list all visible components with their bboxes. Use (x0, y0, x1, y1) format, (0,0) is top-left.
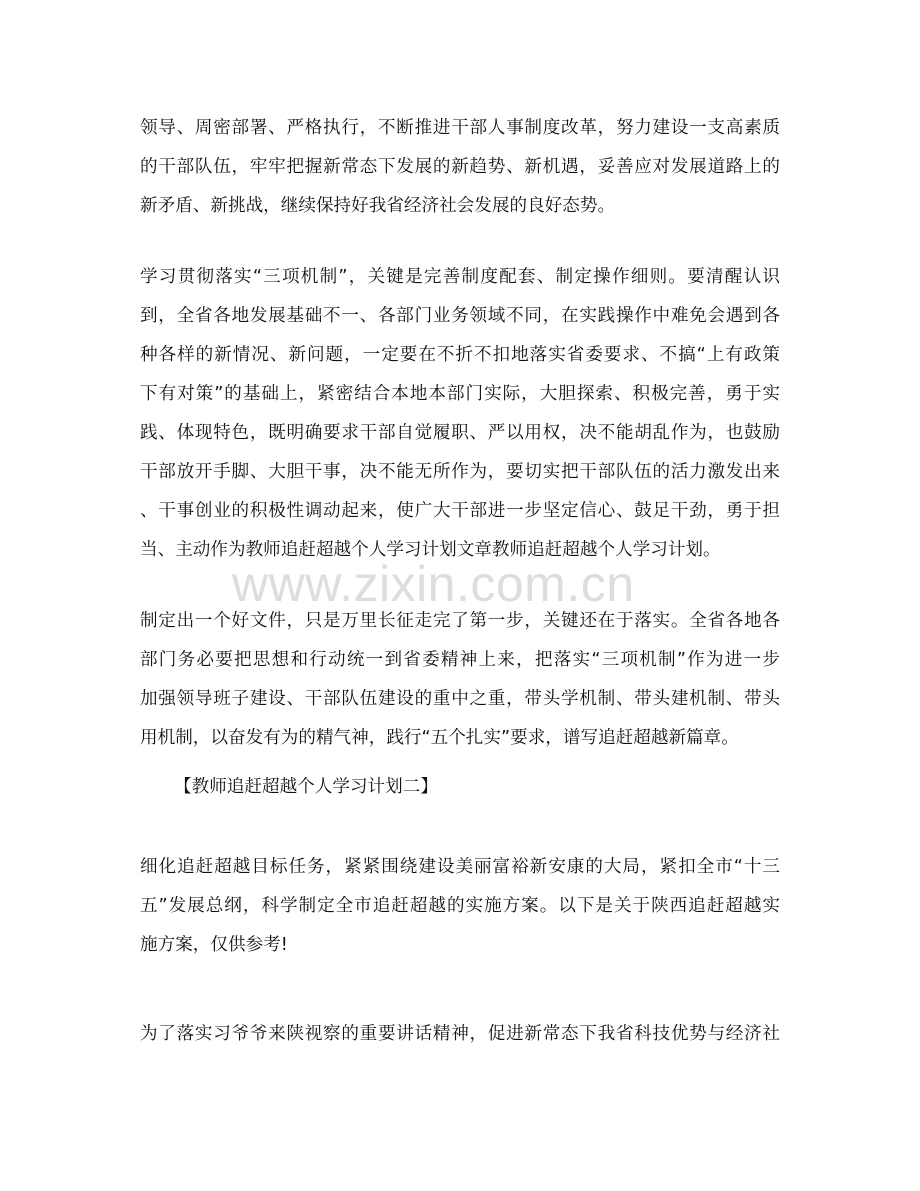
text-line: 加强领导班子建设、干部队伍建设的重中之重，带头学机制、带头建机制、带头 (140, 689, 780, 709)
text-line: 的干部队伍，牢牢把握新常态下发展的新趋势、新机遇，妥善应对发展道路上的 (140, 157, 780, 177)
text-line: 制定出一个好文件，只是万里长征走完了第一步，关键还在于落实。全省各地各 (140, 611, 780, 631)
text-line: 新矛盾、新挑战，继续保持好我省经济社会发展的良好态势。 (140, 196, 616, 216)
text-line: 践、体现特色，既明确要求干部自觉履职、严以用权，决不能胡乱作为，也鼓励 (140, 423, 780, 443)
text-line: 五”发展总纲，科学制定全市追赶超越的实施方案。以下是关于陕西追赶超越实 (140, 896, 780, 916)
paragraph (140, 602, 780, 758)
text-line: 学习贯彻落实“三项机制”，关键是完善制度配套、制定操作细则。要清醒认识 (140, 267, 780, 287)
paragraph (140, 109, 780, 226)
text-line: 干部放开手脚、大胆干事，决不能无所作为，要切实把干部队伍的活力激发出来 (140, 462, 780, 482)
text-line: 、干事创业的积极性调动起来，使广大干部进一步坚定信心、鼓足干劲，勇于担 (140, 501, 780, 521)
text-line: 为了落实习爷爷来陕视察的重要讲话精神，促进新常态下我省科技优势与经济社 (140, 1024, 780, 1044)
watermark: www.zixin.com.cn (232, 556, 635, 612)
text-line: 当、主动作为教师追赶超越个人学习计划文章教师追赶超越个人学习计划。 (140, 540, 721, 560)
text-line: 细化追赶超越目标任务，紧紧围绕建设美丽富裕新安康的大局，紧扣全市“十三 (140, 857, 780, 877)
paragraph (140, 1015, 780, 1054)
text-line: 到，全省各地发展基础不一、各部门业务领域不同，在实践操作中难免会遇到各 (140, 306, 780, 326)
section-heading: 【教师追赶超越个人学习计划二】 (174, 777, 438, 797)
paragraph (140, 848, 780, 965)
text-line: 领导、周密部署、严格执行，不断推进干部人事制度改革，努力建设一支高素质 (140, 118, 780, 138)
paragraph (140, 258, 780, 570)
text-line: 下有对策”的基础上，紧密结合本地本部门实际，大胆探索、积极完善，勇于实 (140, 384, 780, 404)
text-line: 用机制，以奋发有为的精气神，践行“五个扎实”要求，谱写追赶超越新篇章。 (140, 728, 739, 748)
text-line: 种各样的新情况、新问题，一定要在不折不扣地落实省委要求、不搞“上有政策 (140, 345, 780, 365)
text-line: 部门务必要把思想和行动统一到省委精神上来，把落实“三项机制”作为进一步 (140, 650, 780, 670)
text-line: 施方案，仅供参考! (140, 935, 288, 955)
